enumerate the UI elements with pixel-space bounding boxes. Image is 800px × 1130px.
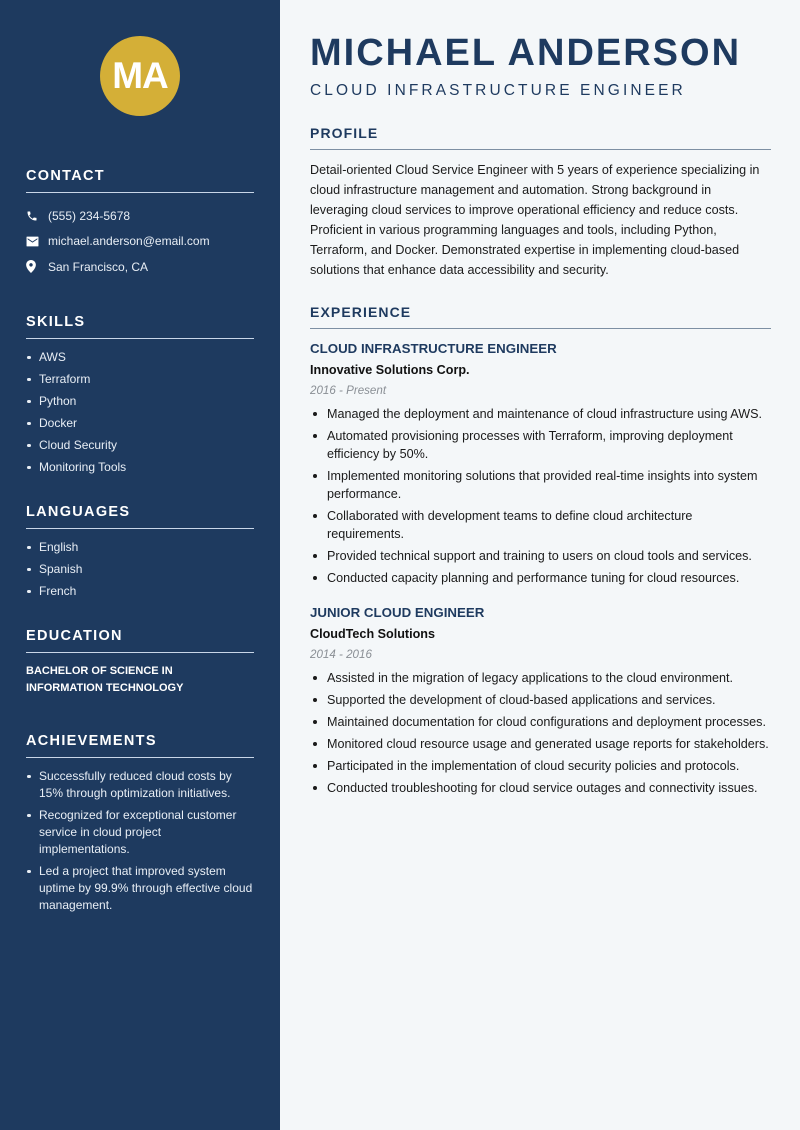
duty-item: Participated in the implementation of cloud security policies and protocols. <box>310 757 771 775</box>
languages-heading: LANGUAGES <box>26 504 254 529</box>
achievement-item: Successfully reduced cloud costs by 15% through optimization initiatives. <box>26 768 254 802</box>
duty-item: Conducted capacity planning and performance tuning for cloud resources. <box>310 569 771 587</box>
contact-location-text: San Francisco, CA <box>48 259 149 274</box>
language-item: French <box>26 583 254 600</box>
degree-line-1: BACHELOR OF SCIENCE IN <box>26 664 173 677</box>
job-duties <box>310 405 771 587</box>
contact-location <box>26 254 254 280</box>
location-pin-icon <box>26 260 48 273</box>
achievement-item: Recognized for exceptional customer service in cloud project implementations. <box>26 807 254 858</box>
duty-item: Automated provisioning processes with Terraform, improving deployment efficiency by 50%. <box>310 427 771 463</box>
job-entry <box>310 605 771 797</box>
phone-icon <box>26 210 48 222</box>
company-name: Innovative Solutions Corp. <box>310 363 470 377</box>
contact-email <box>26 229 254 255</box>
experience-heading: EXPERIENCE <box>310 304 771 329</box>
profile-heading: PROFILE <box>310 125 771 150</box>
job-duties <box>310 669 771 797</box>
skill-item: Terraform <box>26 371 254 388</box>
contact-email-text: michael.anderson@email.com <box>48 234 210 249</box>
duty-item: Managed the deployment and maintenance of cloud infrastructure using AWS. <box>310 405 771 423</box>
contact-list <box>26 203 254 280</box>
job-dates: 2014 - 2016 <box>310 648 372 661</box>
profile-section <box>310 125 771 280</box>
profile-text: Detail-oriented Cloud Service Engineer with 5 years of experience specializing in cloud infrastructure management and automation. Strong background in leveraging cloud services to improve operational efficiency and reduce costs. Proficient in various programming languages and tools, including Python, Terraform, and Docker. Demonstrated expertise in implementing cloud-based solutions that enhance data accessibility and security. <box>310 163 760 277</box>
job-dates: 2016 - Present <box>310 384 387 397</box>
contact-phone <box>26 203 254 229</box>
education-heading: EDUCATION <box>26 628 254 653</box>
languages-list <box>26 539 254 600</box>
skills-heading: SKILLS <box>26 314 254 339</box>
experience-section <box>310 304 771 797</box>
achievements-heading: ACHIEVEMENTS <box>26 733 254 758</box>
skill-item: Python <box>26 393 254 410</box>
duty-item: Supported the development of cloud-based applications and services. <box>310 691 771 709</box>
main-content <box>280 0 800 1130</box>
degree <box>26 663 254 697</box>
contact-phone-text: (555) 234-5678 <box>48 208 131 223</box>
language-item: English <box>26 539 254 556</box>
candidate-name: MICHAEL ANDERSON <box>310 32 742 74</box>
duty-item: Provided technical support and training to users on cloud tools and services. <box>310 547 771 565</box>
degree-line-2: INFORMATION TECHNOLOGY <box>26 681 184 694</box>
skills-list <box>26 349 254 476</box>
duty-item: Monitored cloud resource usage and generated usage reports for stakeholders. <box>310 735 771 753</box>
skill-item: AWS <box>26 349 254 366</box>
company-name: CloudTech Solutions <box>310 627 435 641</box>
skills-section <box>26 314 254 476</box>
email-icon <box>26 236 48 247</box>
job-entry <box>310 341 771 587</box>
duty-item: Collaborated with development teams to define cloud architecture requirements. <box>310 507 771 543</box>
duty-item: Implemented monitoring solutions that provided real-time insights into system performance. <box>310 467 771 503</box>
language-item: Spanish <box>26 561 254 578</box>
sidebar <box>0 0 280 1130</box>
contact-section <box>26 168 254 280</box>
skill-item: Cloud Security <box>26 437 254 454</box>
skill-item: Docker <box>26 415 254 432</box>
achievements-section <box>26 733 254 914</box>
languages-section <box>26 504 254 600</box>
duty-item: Conducted troubleshooting for cloud service outages and connectivity issues. <box>310 779 771 797</box>
duty-item: Maintained documentation for cloud configurations and deployment processes. <box>310 713 771 731</box>
contact-heading: CONTACT <box>26 168 254 193</box>
avatar <box>100 36 180 116</box>
job-title: JUNIOR CLOUD ENGINEER <box>310 605 485 620</box>
achievement-item: Led a project that improved system uptime by 99.9% through effective cloud management. <box>26 863 254 914</box>
duty-item: Assisted in the migration of legacy applications to the cloud environment. <box>310 669 771 687</box>
candidate-title: CLOUD INFRASTRUCTURE ENGINEER <box>310 82 686 99</box>
job-title: CLOUD INFRASTRUCTURE ENGINEER <box>310 341 557 356</box>
skill-item: Monitoring Tools <box>26 459 254 476</box>
achievements-list <box>26 768 254 914</box>
education-section <box>26 628 254 697</box>
avatar-initials: MA <box>112 55 168 96</box>
